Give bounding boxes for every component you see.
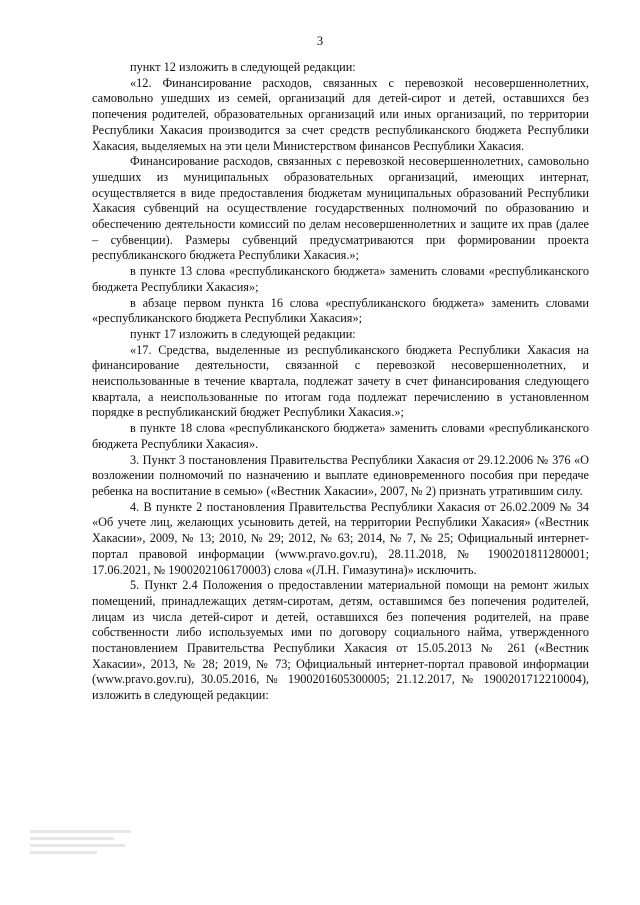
paragraph: 4. В пункте 2 постановления Правительства Республики Хакасия от 26.02.2009 № 34 «Об учете лиц, желающих усыновить детей, на территории Республики Хакасия» («Вестник Хакасии», 2009, № 13; 2010, № 29; 2012, № 63; 2014, № 7, № 25; Официальный интернет-портал правовой информации (www.pravo.gov.ru), 28.11.2018, № 1900201811280001; 17.06.2021, № 1900202106170003) слова «(Л.Н. Гимазутина)» исключить. bbox=[92, 499, 589, 577]
faded-stamp bbox=[30, 826, 142, 868]
paragraph: 3. Пункт 3 постановления Правительства Республики Хакасия от 29.12.2006 № 376 «О возложении полномочий по назначению и выплате единовременного пособия при передаче ребенка на воспитание в семью» («Вестник Хакасии», 2007, № 2) признать утратившим силу. bbox=[92, 452, 589, 498]
paragraph: Финансирование расходов, связанных с перевозкой несовершеннолетних, самовольно ушедших из муниципальных образовательных организаций, имеющих интернат, осуществляется в виде предоставления бюджетам муниципальных образований Республики Хакасия субвенций на осуществление государственных полномочий по образованию и обеспечению деятельности комиссий по делам несовершеннолетних и защите их прав (далее – субвенции). Размеры субвенций предусматриваются при формировании проекта республиканского бюджета Республики Хакасия.»; bbox=[92, 154, 589, 263]
paragraph: пункт 12 изложить в следующей редакции: bbox=[130, 60, 356, 74]
paragraph: «12. Финансирование расходов, связанных с перевозкой несовершеннолетних, самовольно ушедших из семей, организаций для детей-сирот и детей, оставшихся без попечения родителей, образовательных организаций или иных организаций, по территории Республики Хакасия производится за счет средств республиканского бюджета Республики Хакасия, выделяемых на эти цели Министерством финансов Республики Хакасия. bbox=[92, 75, 589, 153]
document-body bbox=[92, 60, 589, 704]
paragraph: в пункте 13 слова «республиканского бюджета» заменить словами «республиканского бюджета Республики Хакасия»; bbox=[92, 264, 589, 294]
paragraph: «17. Средства, выделенные из республиканского бюджета Республики Хакасия на финансирование деятельности, связанной с перевозкой несовершеннолетних, и неиспользованные в течение квартала, подлежат зачету в счет финансирования следующего квартала, а неиспользованные по итогам года подлежат перечислению в установленном порядке в республиканский бюджет Республики Хакасия.»; bbox=[92, 342, 589, 420]
paragraph: пункт 17 изложить в следующей редакции: bbox=[130, 326, 356, 341]
paragraph: в абзаце первом пункта 16 слова «республиканского бюджета» заменить словами «республиканского бюджета Республики Хакасия»; bbox=[92, 295, 589, 326]
paragraph: в пункте 18 слова «республиканского бюджета» заменить словами «республиканского бюджета Республики Хакасия». bbox=[92, 421, 589, 451]
paragraph: 5. Пункт 2.4 Положения о предоставлении материальной помощи на ремонт жилых помещений, принадлежащих детям-сиротам, детям, оставшимся без попечения родителей, лицам из числа детей-сирот и детей, оставшихся без попечения родителей, на праве собственности либо используемых ими по договору социального найма, утвержденного постановлением Правительства Республики Хакасия от 15.05.2013 № 261 («Вестник Хакасии», 2013, № 28; 2019, № 73; Официальный интернет-портал правовой информации (www.pravo.gov.ru), 30.05.2016, № 1900201605300005; 21.12.2017, № 1900201712210004), изложить в следующей редакции: bbox=[92, 578, 589, 703]
page-number: 3 bbox=[316, 34, 324, 48]
